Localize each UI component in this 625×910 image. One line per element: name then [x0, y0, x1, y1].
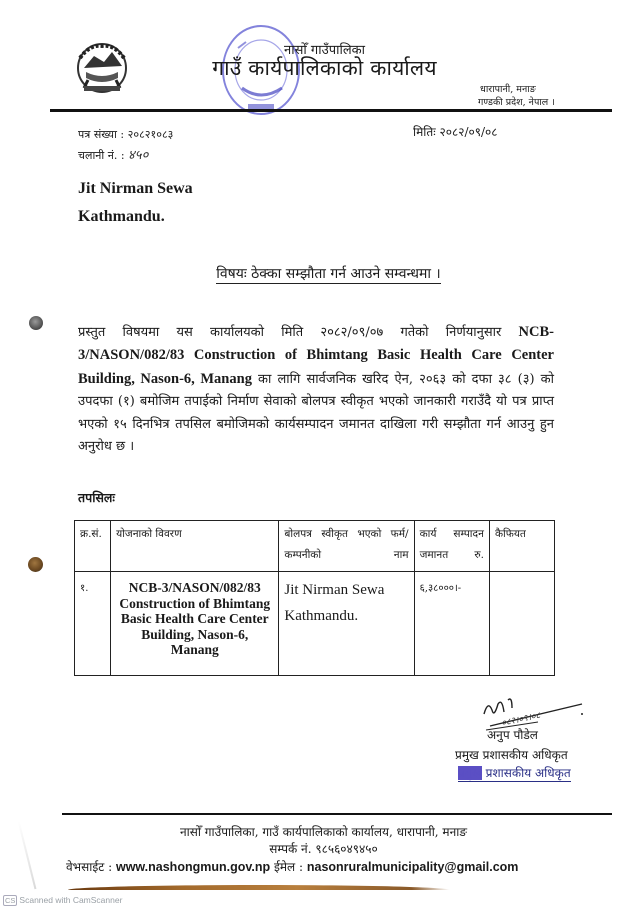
subject-line — [0, 264, 625, 283]
date-value: २०८२/०९/०८ — [439, 125, 498, 139]
designation-stamp — [458, 764, 571, 782]
office-title: गाउँ कार्यपालिकाको कार्यालय — [212, 56, 437, 80]
reference-number — [78, 127, 173, 142]
header-firm: बोलपत्र स्वीकृत भएको फर्म/कम्पनीको नाम — [279, 521, 414, 572]
firm-name: Jit Nirman Sewa — [284, 582, 385, 598]
addressee-city: Kathmandu. — [78, 208, 165, 225]
table-header-row — [75, 521, 555, 572]
stamp-text: प्रशासकीय अधिकृत — [485, 766, 571, 780]
reference-label: पत्र संख्या : — [78, 128, 125, 141]
letter-date — [413, 123, 498, 140]
footer-contact — [0, 840, 625, 857]
body-text-1: प्रस्तुत विषयमा यस कार्यालयको मिति २०८२/०९/०७ गतेको निर्णयानुसार — [78, 325, 519, 340]
details-table — [74, 520, 555, 676]
body-text-2: का लागि सार्वजनिक खरिद ऐन, २०६३ को दफा ३८ (३) को उपदफा (१) बमोजिम तपाईको निर्माण सेवाको बोलपत्र स्वीकृत भएको जानकारी गराउँदै यो पत्र प्राप्त भएको १५ दिनभित्र तपसिल बमोजिमको कार्यसम्पादन जमानत दाखिला गरी सम्झौता गर्न आउनु हुन अनुरोध छ । — [78, 371, 554, 455]
subject-text: विषयः ठेक्का सम्झौता गर्न आउने सम्वन्धमा । — [216, 266, 441, 282]
dispatch-label: चलानी नं. : — [78, 149, 125, 162]
footer-color-band — [68, 885, 450, 890]
watermark-text: Scanned with CamScanner — [19, 895, 123, 905]
stamp-ink-blot: प्रमुख — [458, 766, 482, 780]
reference-value: २०८२१०८३ — [127, 128, 174, 141]
body-project-ref: NCB-3/NASON/082/83 Construction of Bhimtang Basic Health Care Center Building, Nason-6, Manang — [78, 324, 554, 387]
punch-hole — [29, 316, 43, 330]
body-paragraph — [78, 321, 554, 458]
table-row — [75, 572, 555, 676]
header-remarks: कैफियत — [489, 521, 554, 572]
signature-date: ०८२।०९।०८ — [500, 710, 542, 729]
email-label: ईमेल : — [273, 860, 304, 874]
footer-divider — [62, 813, 612, 815]
cell-project: NCB-3/NASON/082/83 Construction of Bhimtang Basic Health Care Center Building, Nason-6, Manang — [111, 572, 279, 676]
header-project: योजनाको विवरण — [111, 521, 279, 572]
address-line-1: धारापानी, मनाङ — [480, 84, 536, 95]
address-line-2: गण्डकी प्रदेश, नेपाल । — [478, 97, 555, 108]
signatory-name: अनुप पौडेल — [487, 728, 538, 742]
cell-guarantee-amount: ६,३८०००।- — [414, 572, 489, 676]
email-link[interactable]: nasonruralmunicipality@gmail.com — [306, 860, 519, 874]
firm-city: Kathmandu. — [284, 608, 359, 624]
details-label: तपसिलः — [78, 490, 115, 505]
punch-hole — [28, 557, 43, 572]
addressee-name: Jit Nirman Sewa — [78, 180, 193, 197]
header-serial: क्र.सं. — [75, 521, 111, 572]
header-divider — [50, 109, 612, 112]
municipality-name: नासोँ गाउँपालिका — [284, 43, 365, 58]
footer-office-address: नासोँ गाउँपालिका, गाउँ कार्यपालिकाको कार्यालय, धारापानी, मनाङ — [179, 825, 468, 839]
cell-serial: १. — [75, 572, 111, 676]
dispatch-number — [78, 145, 148, 163]
scanner-watermark — [3, 895, 122, 905]
footer-web-email — [66, 858, 518, 875]
camscanner-logo-icon: CS — [5, 896, 16, 905]
contact-label: सम्पर्क नं. — [269, 842, 312, 856]
contact-number: ९८५६०४९४५० — [315, 842, 378, 856]
date-label: मितिः — [413, 125, 436, 139]
website-link[interactable]: www.nashongmun.gov.np — [115, 860, 271, 874]
signatory-title: प्रमुख प्रशासकीय अधिकृत — [455, 748, 568, 762]
website-label: वेभसाईट : — [66, 860, 113, 874]
cell-remarks — [489, 572, 554, 676]
cell-firm — [279, 572, 414, 676]
dispatch-value: ४५० — [128, 148, 149, 163]
header-guarantee: कार्य सम्पादन जमानत रु. — [414, 521, 489, 572]
